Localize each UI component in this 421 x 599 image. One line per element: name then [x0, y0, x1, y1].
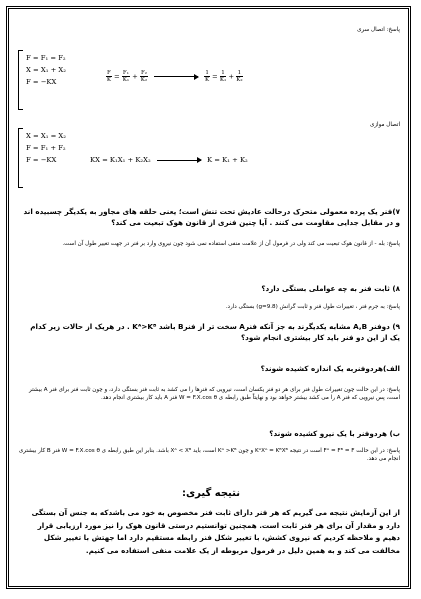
series-label: پاسخ: اتصال سری [357, 27, 400, 33]
parallel-label: اتصال موازی [369, 122, 400, 128]
series-eq-3: F = −KX [26, 78, 57, 86]
answer-9b: پاسخ: در این حالت Fᴬ = Fᴮ = F است در نتیجه KᴬXᴬ = KᴮXᴮ و چون Kᴬ >Kᴮ است، باید Xᴬ < Xᴮ باشد. بنابر این طبق رابطه ی W = F.X.cos θ فنر B کار بیشتری انجام می دهد. [18, 448, 400, 463]
series-eq-1: F = F₁ = F₂ [26, 54, 66, 62]
question-9a: الف)هردوفنربه یک اندازه کشیده شوند؟ [260, 364, 400, 373]
frac-f-k: $\frac{F}{K}$ [106, 70, 111, 83]
parallel-brace [18, 128, 23, 188]
frac-1-k1: $\frac{1}{\text{K₁}}$ [219, 70, 227, 83]
parallel-eq-2: F = F₁ + F₂ [26, 144, 66, 152]
answer-9a: پاسخ: در این حالت چون تغییرات طول فنر برای هر دو فنر یکسان است، نیرویی که فنرها را می کشد به ثابت فنر بستگی دارد، و چون ثابت فنر برای فنر A بیشتر است، پس نیرویی که فنر A را می کشد بیشتر خواهد بود و نهایتاً طبق رابطه ی W = F.X.cos θ فنر A باید کار بیشتری انجام دهد. [28, 387, 400, 402]
question-9b: ب) هردوفنر با یک نیرو کشیده شوند؟ [269, 429, 400, 438]
series-derivation: $\frac{F}{K}$ = $\frac{\text{F₁}}{\text{K₁}}$ + $\frac{\text{F₂}}{\text{K₂}}$ $\frac{1}{K}$ = $\frac{1}{\text{K₁}}$ + $\frac{1}{\text{K₂}}$ [106, 70, 243, 83]
document-page [18, 14, 404, 588]
question-8: ۸) ثابت فنر به چه عواملی بستگی دارد؟ [261, 284, 400, 293]
question-7: ۷)فنر یک پرده معمولی متحرک درحالت عادیش تحت تنش است؛ یعنی حلقه های مجاور به یکدیگر چسبیده اند و در مقابل جدایی مقاومت می کنند . آیا چنین فنری از قانون هوک تبعیت می کند؟ [23, 207, 400, 227]
parallel-derivation [90, 154, 248, 166]
parallel-eq-3: F = −KX [26, 156, 57, 164]
series-brace [18, 50, 23, 110]
frac-f2-k2: $\frac{\text{F₂}}{\text{K₂}}$ [140, 70, 148, 83]
conclusion-title: نتیجه گیری: [182, 488, 240, 499]
parallel-result: K = K₁ + K₂ [207, 156, 248, 164]
answer-7: پاسخ: بله - از قانون هوک تبعیت می کند ولی در فرمول آن از علامت منفی استفاده نمی شود چون نیروی وارد بر فنر در جهت تغییر طول آن است. [62, 241, 400, 247]
parallel-eq-1: X = X₁ = X₂ [26, 132, 66, 140]
parallel-middle: KX = K₁X₁ + K₂X₂ [90, 156, 151, 164]
parallel-equations [26, 130, 66, 166]
series-equations [26, 52, 66, 88]
frac-f1-k1: $\frac{\text{F₁}}{\text{K₁}}$ [122, 70, 130, 83]
question-9: ۹) دوفنر A,B مشابه یکدیگرند به جز آنکه فنرA سخت تر از فنرB باشد Kᴬ>Kᴮ . در هریک از حالات زیر کدام یک از این دو فنر باید کار بیشتری انجام شود؟ [30, 322, 400, 342]
answer-8: پاسخ: به جرم فنر ، تغییرات طول فنر و ثابت گرانش (g=9.8) بستگی دارد. [225, 304, 400, 310]
series-eq-2: X = X₁ + X₂ [26, 66, 66, 74]
frac-1-k2: $\frac{1}{\text{K₂}}$ [236, 70, 243, 83]
conclusion-text: از این آزمایش نتیجه می گیریم که هر فنر دارای ثابت فنر مخصوص به خود می باشدکه به جنس آن بستگی دارد و مقدار آن برای هر فنر ثابت است. همچنین توانستیم درستی قانون هوک را نیز مورد ارزیابی قرار دهیم و ملاحظه کردیم که نیروی کشش، با تغییر شکل فنر رابطه مستقیم دارد اما جهتش با تغییر شکل مخالفت می کند و به همین دلیل در فرمول مربوطه از یک علامت منفی استفاده می کنیم. [31, 508, 400, 555]
arrow-icon [157, 160, 201, 161]
frac-1-k: $\frac{1}{K}$ [205, 70, 210, 83]
arrow-icon [154, 76, 198, 77]
